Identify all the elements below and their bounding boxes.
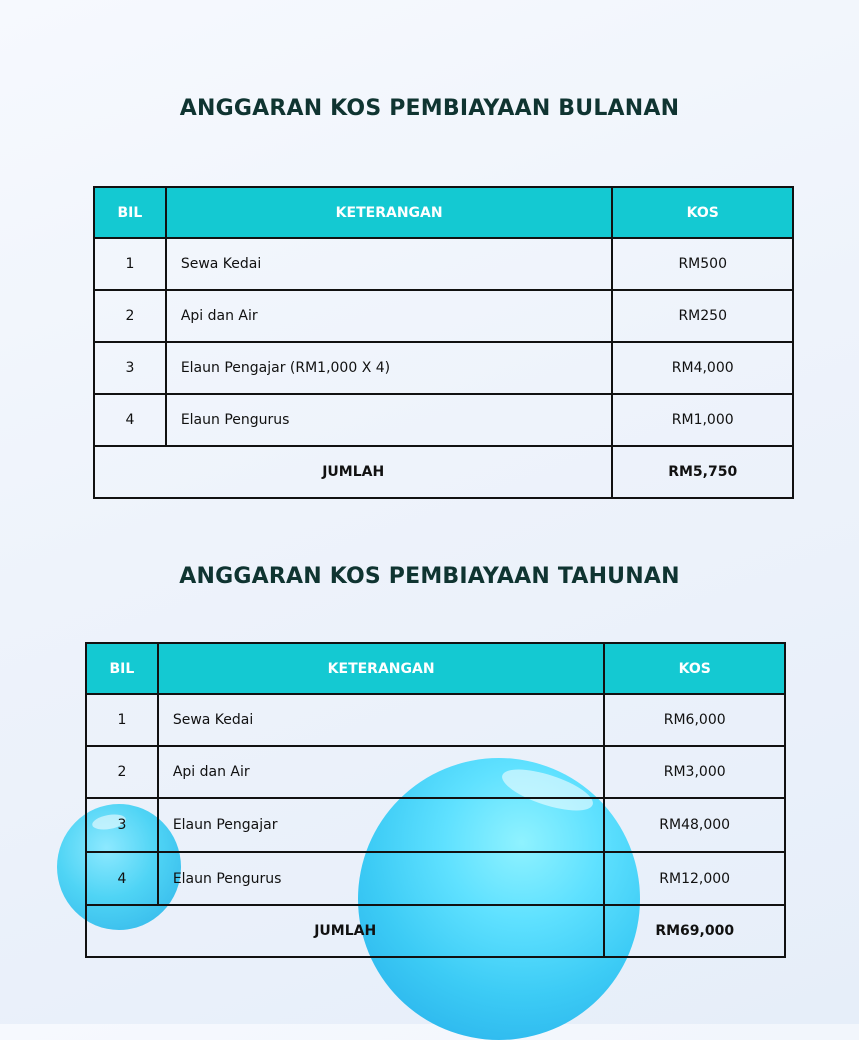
total-kos: RM69,000 <box>604 905 785 957</box>
table-row <box>94 238 793 290</box>
header-bil: BIL <box>86 643 158 694</box>
table-row <box>86 746 785 798</box>
header-kos: KOS <box>612 187 793 238</box>
row-keterangan: Elaun Pengajar <box>158 798 605 852</box>
table-row <box>94 290 793 342</box>
row-bil: 1 <box>86 694 158 746</box>
header-keterangan: KETERANGAN <box>166 187 613 238</box>
row-kos: RM48,000 <box>604 798 785 852</box>
header-kos: KOS <box>604 643 785 694</box>
total-row <box>86 905 785 957</box>
row-bil: 2 <box>86 746 158 798</box>
table-header-row <box>94 187 793 238</box>
row-kos: RM500 <box>612 238 793 290</box>
total-label: JUMLAH <box>94 446 612 498</box>
row-bil: 2 <box>94 290 166 342</box>
row-bil: 4 <box>86 852 158 905</box>
row-keterangan: Elaun Pengurus <box>166 394 613 446</box>
total-kos: RM5,750 <box>612 446 793 498</box>
row-kos: RM3,000 <box>604 746 785 798</box>
table-row <box>94 342 793 394</box>
yearly-cost-table <box>85 642 786 958</box>
row-kos: RM250 <box>612 290 793 342</box>
total-label: JUMLAH <box>86 905 604 957</box>
row-kos: RM12,000 <box>604 852 785 905</box>
row-kos: RM1,000 <box>612 394 793 446</box>
header-keterangan: KETERANGAN <box>158 643 605 694</box>
row-keterangan: Api dan Air <box>158 746 605 798</box>
table-row <box>94 394 793 446</box>
row-bil: 4 <box>94 394 166 446</box>
row-bil: 1 <box>94 238 166 290</box>
monthly-title: ANGGARAN KOS PEMBIAYAAN BULANAN <box>179 96 680 121</box>
row-kos: RM4,000 <box>612 342 793 394</box>
yearly-title: ANGGARAN KOS PEMBIAYAAN TAHUNAN <box>179 564 680 589</box>
table-row <box>86 852 785 905</box>
table-row <box>86 694 785 746</box>
row-keterangan: Elaun Pengurus <box>158 852 605 905</box>
row-keterangan: Sewa Kedai <box>166 238 613 290</box>
total-row <box>94 446 793 498</box>
header-bil: BIL <box>94 187 166 238</box>
row-bil: 3 <box>94 342 166 394</box>
row-keterangan: Api dan Air <box>166 290 613 342</box>
row-kos: RM6,000 <box>604 694 785 746</box>
table-row <box>86 798 785 852</box>
row-bil: 3 <box>86 798 158 852</box>
table-header-row <box>86 643 785 694</box>
monthly-cost-table <box>93 186 794 499</box>
row-keterangan: Sewa Kedai <box>158 694 605 746</box>
row-keterangan: Elaun Pengajar (RM1,000 X 4) <box>166 342 613 394</box>
